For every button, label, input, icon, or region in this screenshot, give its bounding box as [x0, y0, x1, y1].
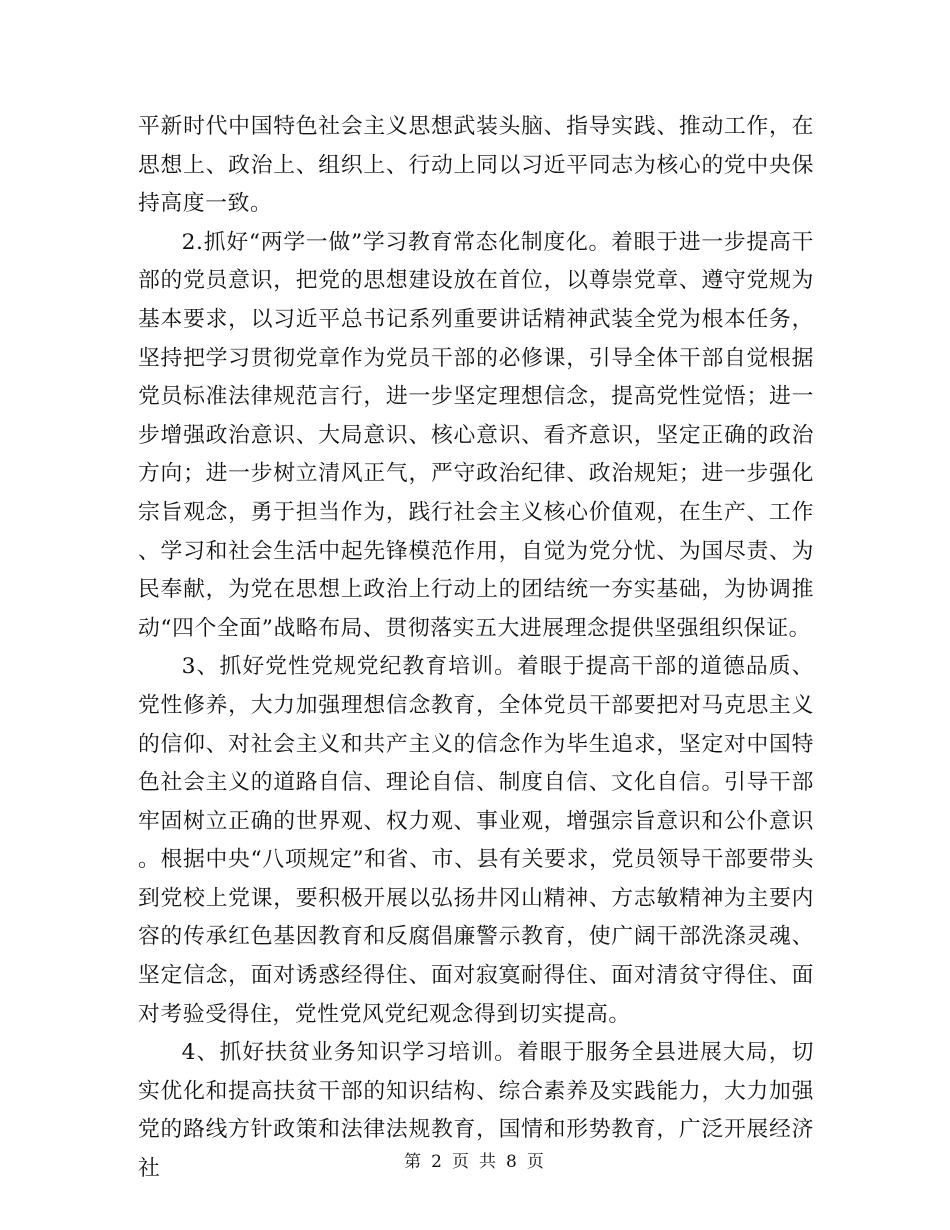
footer-total-suffix: 页: [526, 1152, 546, 1172]
paragraph-item-3: 3、抓好党性党规党纪教育培训。着眼于提高干部的道德品质、党性修养，大力加强理想信念教育，全体党员干部要把对马克思主义的信仰、对社会主义和共产主义的信念作为毕生追求，坚定对中国特色社会主义的道路自信、理论自信、制度自信、文化自信。引导干部牢固树立正确的世界观、权力观、事业观，增强宗旨意识和公仆意识。根据中央“八项规定”和省、市、县有关要求，党员领导干部要带头到党校上党课，要积极开展以弘扬井冈山精神、方志敏精神为主要内容的传承红色基因教育和反腐倡廉警示教育，使广阔干部洗涤灵魂、坚定信念，面对诱惑经得住、面对寂寞耐得住、面对清贫守得住、面对考验受得住，党性党风党纪观念得到切实提高。: [138, 654, 814, 1027]
document-body: [138, 108, 814, 1189]
footer-current-page: 2: [431, 1152, 444, 1172]
footer-total-prefix: 共: [479, 1152, 498, 1172]
footer-page-prefix: 第: [404, 1152, 424, 1172]
footer-page-word: 页: [452, 1152, 471, 1172]
footer-total-pages: 8: [506, 1152, 519, 1172]
paragraph-item-4: 4、抓好扶贫业务知识学习培训。着眼于服务全县进展大局，切实优化和提高扶贫干部的知识结构、综合素养及实践能力，大力加强党的路线方针政策和法律法规教育，国情和形势教育，广泛开展经济社: [138, 1040, 814, 1182]
page-footer: [0, 1150, 950, 1174]
paragraph-continued: 平新时代中国特色社会主义思想武装头脑、指导实践、推动工作，在思想上、政治上、组织上、行动上同以习近平同志为核心的党中央保持高度一致。: [138, 114, 814, 217]
paragraph-item-2: 2.抓好“两学一做”学习教育常态化制度化。着眼于进一步提高干部的党员意识，把党的思想建设放在首位，以尊崇党章、遵守党规为基本要求，以习近平总书记系列重要讲话精神武装全党为根本任务，坚持把学习贯彻党章作为党员干部的必修课，引导全体干部自觉根据党员标准法律规范言行，进一步坚定理想信念，提高党性觉悟；进一步增强政治意识、大局意识、核心意识、看齐意识，坚定正确的政治方向；进一步树立清风正气，严守政治纪律、政治规矩；进一步强化宗旨观念，勇于担当作为，践行社会主义核心价值观，在生产、工作、学习和社会生活中起先锋模范作用，自觉为党分忧、为国尽责、为民奉献，为党在思想上政治上行动上的团结统一夯实基础，为协调推动“四个全面”战略布局、贯彻落实五大进展理念提供坚强组织保证。: [138, 229, 814, 641]
